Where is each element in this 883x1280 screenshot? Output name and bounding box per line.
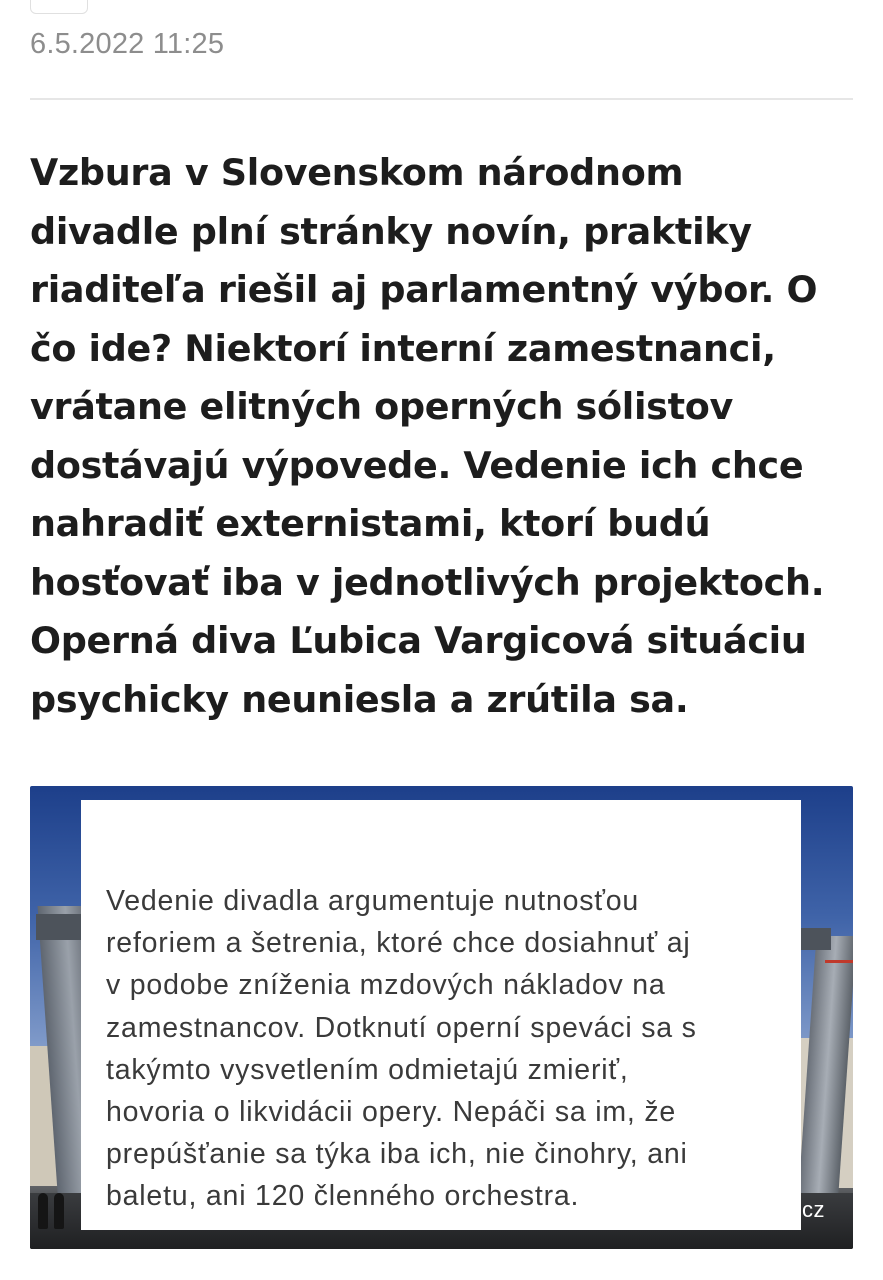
lead-line: riaditeľa riešil aj parlamentný výbor. O xyxy=(30,268,818,311)
quote-line: reforiem a šetrenia, ktoré chce dosiahnuť aj xyxy=(106,927,691,960)
quote-line: zamestnancov. Dotknutí operní speváci sa s xyxy=(106,1011,697,1044)
photo-crane xyxy=(825,960,853,963)
lead-line: psychicky neuniesla a zrútila sa. xyxy=(30,677,689,721)
photo-tower-right-top xyxy=(801,928,831,950)
quote-line: hovoria o likvidácii opery. Nepáči sa im, že xyxy=(106,1096,677,1129)
photo-quote-text xyxy=(106,880,786,1218)
divider xyxy=(30,98,853,100)
article-lead xyxy=(30,144,856,729)
lead-line: dostávajú výpovede. Vedenie ich chce xyxy=(30,443,804,487)
lead-line: Operná diva Ľubica Vargicová situáciu xyxy=(30,619,807,662)
top-card-edge xyxy=(30,0,88,14)
quote-line: v podobe zníženia mzdových nákladov na xyxy=(106,969,666,1002)
quote-line: prepúšťanie sa týka iba ich, nie činohry, ani xyxy=(106,1138,688,1171)
photo-quote-box xyxy=(81,800,801,1230)
lead-line: Vzbura v Slovenskom národnom xyxy=(30,151,684,194)
lead-line: nahradiť externistami, ktorí budú xyxy=(30,502,711,545)
lead-line: čo ide? Niektorí interní zamestnanci, xyxy=(30,326,776,370)
article-timestamp: 6.5.2022 11:25 xyxy=(30,28,225,60)
photo-person xyxy=(38,1193,48,1229)
lead-line: divadle plní stránky novín, praktiky xyxy=(30,209,752,253)
lead-line: hosťovať iba v jednotlivých projektoch. xyxy=(30,560,825,604)
quote-line: takýmto vysvetlením odmietajú zmieriť, xyxy=(106,1053,629,1086)
lead-line: vrátane elitných operných sólistov xyxy=(30,385,734,428)
photo-credit: cz xyxy=(802,1197,825,1222)
photo-person xyxy=(54,1193,64,1229)
quote-line: baletu, ani 120 členného orchestra. xyxy=(106,1180,580,1213)
quote-line: Vedenie divadla argumentuje nutnosťou xyxy=(106,885,640,917)
